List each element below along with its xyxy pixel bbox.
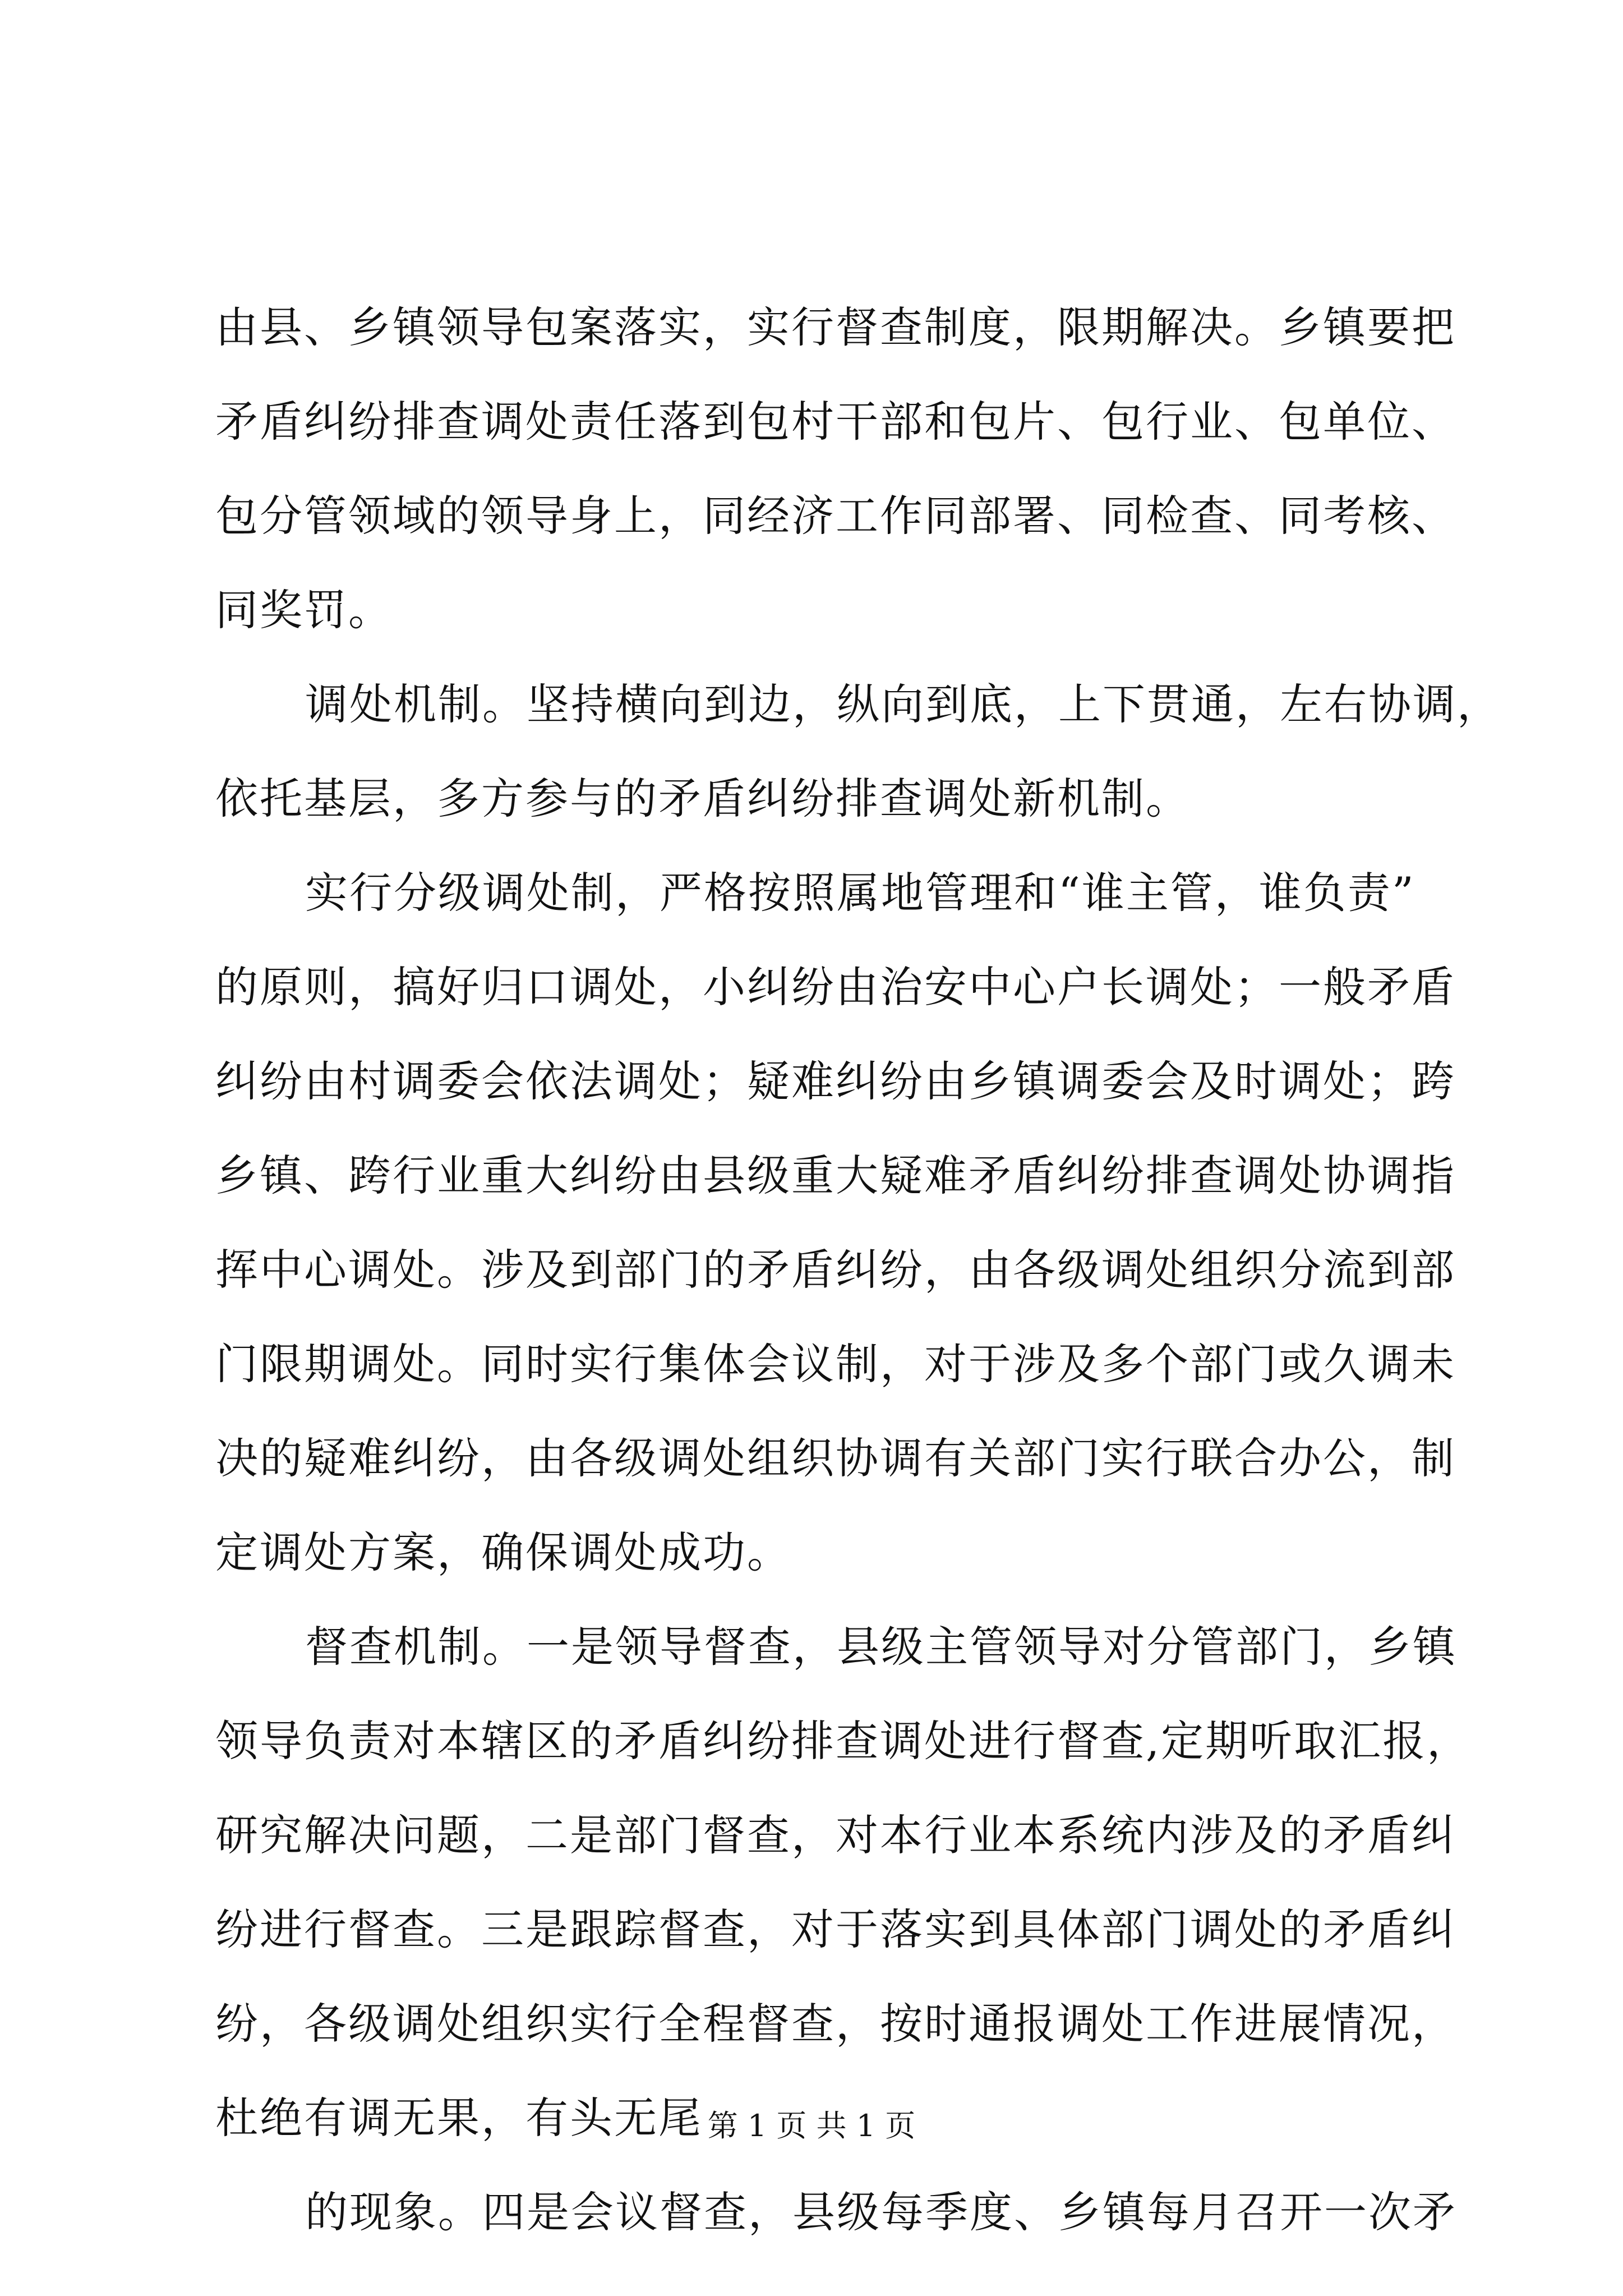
text-line: 乡镇、跨行业重大纠纷由县级重大疑难矛盾纠纷排查调处协调指	[215, 1151, 1456, 1200]
paragraph-first-line: 的现象。四是会议督查，县级每季度、乡镇每月召开一次矛	[305, 2187, 1457, 2237]
paragraph-first-line: 实行分级调处制，严格按照属地管理和“谁主管，谁负责”	[305, 868, 1415, 918]
text-line: 门限期调处。同时实行集体会议制，对于涉及多个部门或久调未	[215, 1339, 1456, 1389]
text-line: 矛盾纠纷排查调处责任落到包村干部和包片、包行业、包单位、	[215, 397, 1456, 447]
text-line: 挥中心调处。涉及到部门的矛盾纠纷，由各级调处组织分流到部	[215, 1245, 1456, 1295]
text-line: 研究解决问题，二是部门督查，对本行业本系统内涉及的矛盾纠	[215, 1810, 1456, 1860]
paragraph-first-line: 调处机制。坚持横向到边，纵向到底，上下贯通，左右协调，	[305, 679, 1501, 729]
page-footer	[0, 2106, 1623, 2146]
text-line: 由县、乡镇领导包案落实，实行督查制度，限期解决。乡镇要把	[215, 302, 1456, 352]
text-line: 决的疑难纠纷，由各级调处组织协调有关部门实行联合办公，制	[215, 1433, 1456, 1483]
text-line: 纠纷由村调委会依法调处；疑难纠纷由乡镇调委会及时调处；跨	[215, 1056, 1456, 1106]
text-line: 纷，各级调处组织实行全程督查，按时通报调处工作进展情况，	[215, 1999, 1456, 2049]
document-body	[215, 280, 1501, 2260]
paragraph-first-line: 督查机制。一是领导督查，县级主管领导对分管部门，乡镇	[305, 1622, 1457, 1672]
text-line: 纷进行督查。三是跟踪督查，对于落实到具体部门调处的矛盾纠	[215, 1904, 1456, 1954]
text-line: 杜绝有调无果，有头无尾	[215, 2093, 703, 2143]
text-line: 定调处方案，确保调处成功。	[215, 1527, 791, 1577]
page-number-label: 第 1 页 共 1 页	[707, 2108, 916, 2143]
text-line: 领导负责对本辖区的矛盾纠纷排查调处进行督查,定期听取汇报，	[215, 1716, 1472, 1766]
text-line: 包分管领域的领导身上，同经济工作同部署、同检查、同考核、	[215, 491, 1456, 541]
text-line: 依托基层，多方参与的矛盾纠纷排查调处新机制。	[215, 774, 1190, 823]
text-line: 同奖罚。	[215, 585, 393, 635]
text-line: 的原则，搞好归口调处，小纠纷由治安中心户长调处；一般矛盾	[215, 962, 1456, 1012]
